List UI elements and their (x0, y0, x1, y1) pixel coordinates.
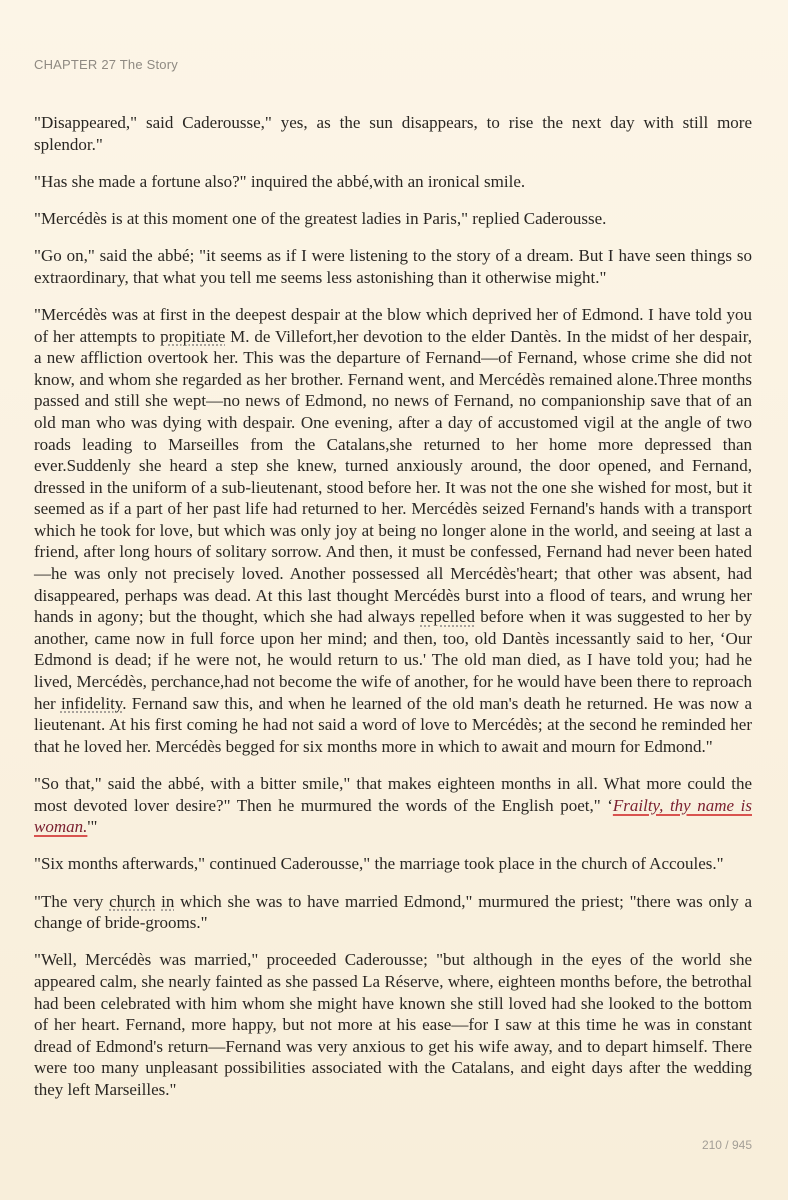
paragraph[interactable]: "Disappeared," said Caderousse," yes, as the sun disappears, to rise the next day with still more splendor." (34, 113, 752, 154)
paragraph[interactable]: "Has she made a fortune also?" inquired the abbé,with an ironical smile. (34, 171, 526, 191)
text-run: before when it was suggested to her by another, came now in full force upon her mind; and then, too, old Dantès incessantly said to her, ‘Our Edmond is dead; if he were not, he would return to us.' The old man died, as I have told you; had he lived, Mercédès, perchance,had not become the wife of another, for he would have been there to reproach her (34, 607, 752, 713)
page-number: 210 / 945 (701, 1138, 752, 1152)
dictionary-word[interactable]: propitiate (160, 326, 226, 346)
text-run: "Mercédès was at first in the deepest despair at the blow which deprived her of Edmond. I have told you of her attempts to (34, 304, 752, 346)
text-run: '" (87, 817, 98, 837)
dictionary-word[interactable]: in (161, 891, 175, 911)
paragraph[interactable] (34, 773, 752, 838)
text-run: which she was to have married Edmond," murmured the priest; "there was only a change of bride-grooms." (34, 891, 753, 933)
text-run: "So that," said the abbé, with a bitter smile," that makes eighteen months in all. What more could the most devoted lover desire?" Then he murmured the words of the English poet," ‘ (34, 774, 752, 815)
text-run: M. de Villefort,her devotion to the elder Dantès. In the midst of her despair, a new affliction overtook her. This was the departure of Fernand—of Fernand, whose crime she did not know, and whom she regarded as her brother. Fernand went, and Mercédès remained alone.Three months passed and still she wept—no news of Edmond, no news of Fernand, no companionship save that of an old man who was dying with despair. One evening, after a day of accustomed vigil at the angle of two roads leading to Marseilles from the Catalans,she returned to her home more depressed than ever.Suddenly she heard a step she knew, turned anxiously around, the door opened, and Fernand, dressed in the uniform of a sub-lieutenant, stood before her. It was not the one she wished for most, but it seemed as if a part of her past life had returned to her. Mercédès seized Fernand's hands with a transport which he took for love, but which was only joy at being no longer alone in the world, and seeing at last a friend, after long hours of solitary sorrow. And then, it must be confessed, Fernand had never been hated—he was only not precisely loved. Another possessed all Mercédès'heart; that other was absent, had disappeared, perhaps was dead. At this last thought Mercédès burst into a flood of tears, and wrung her hands in agony; but the thought, which she had always (34, 326, 752, 627)
paragraph[interactable]: "Six months afterwards," continued Caderousse," the marriage took place in the church of Accoules." (34, 854, 724, 874)
paragraph[interactable]: "Mercédès is at this moment one of the greatest ladies in Paris," replied Caderousse. (34, 208, 607, 228)
text-run: . Fernand saw this, and when he learned of the old man's death he returned. He was now a lieutenant. At his first coming he had not said a word of love to Mercédès; at the second he reminded her that he loved her. Mercédès begged for six months more in which to await and mourn for Edmond." (34, 693, 752, 756)
paragraph[interactable] (34, 304, 752, 757)
chapter-header: CHAPTER 27 The Story (34, 57, 178, 72)
chapter-text[interactable] (34, 112, 752, 1116)
paragraph[interactable]: "Well, Mercédès was married," proceeded Caderousse; "but although in the eyes of the world she appeared calm, she nearly fainted as she passed La Réserve, where, eighteen months before, the betrothal had been celebrated with him whom she might have known she still loved had she looked to the bottom of her heart. Fernand, more happy, but not more at his ease—for I saw at this time he was in constant dread of Edmond's return—Fernand was very anxious to get his wife away, and to depart himself. There were too many unpleasant possibilities associated with the Catalans, and eight days after the wedding they left Marseilles." (34, 950, 752, 1099)
text-run: "The very (34, 891, 110, 911)
dictionary-word[interactable]: infidelity (60, 693, 123, 713)
paragraph[interactable] (34, 891, 752, 934)
highlighted-quote[interactable]: Frailty, thy name is woman. (34, 795, 752, 837)
paragraph[interactable]: "Go on," said the abbé; "it seems as if I were listening to the story of a dream. But I have seen things so extraordinary, that what you tell me seems less astonishing than it otherwise might." (34, 246, 752, 287)
dictionary-word[interactable]: church (109, 891, 156, 911)
dictionary-word[interactable]: repelled (420, 607, 475, 627)
